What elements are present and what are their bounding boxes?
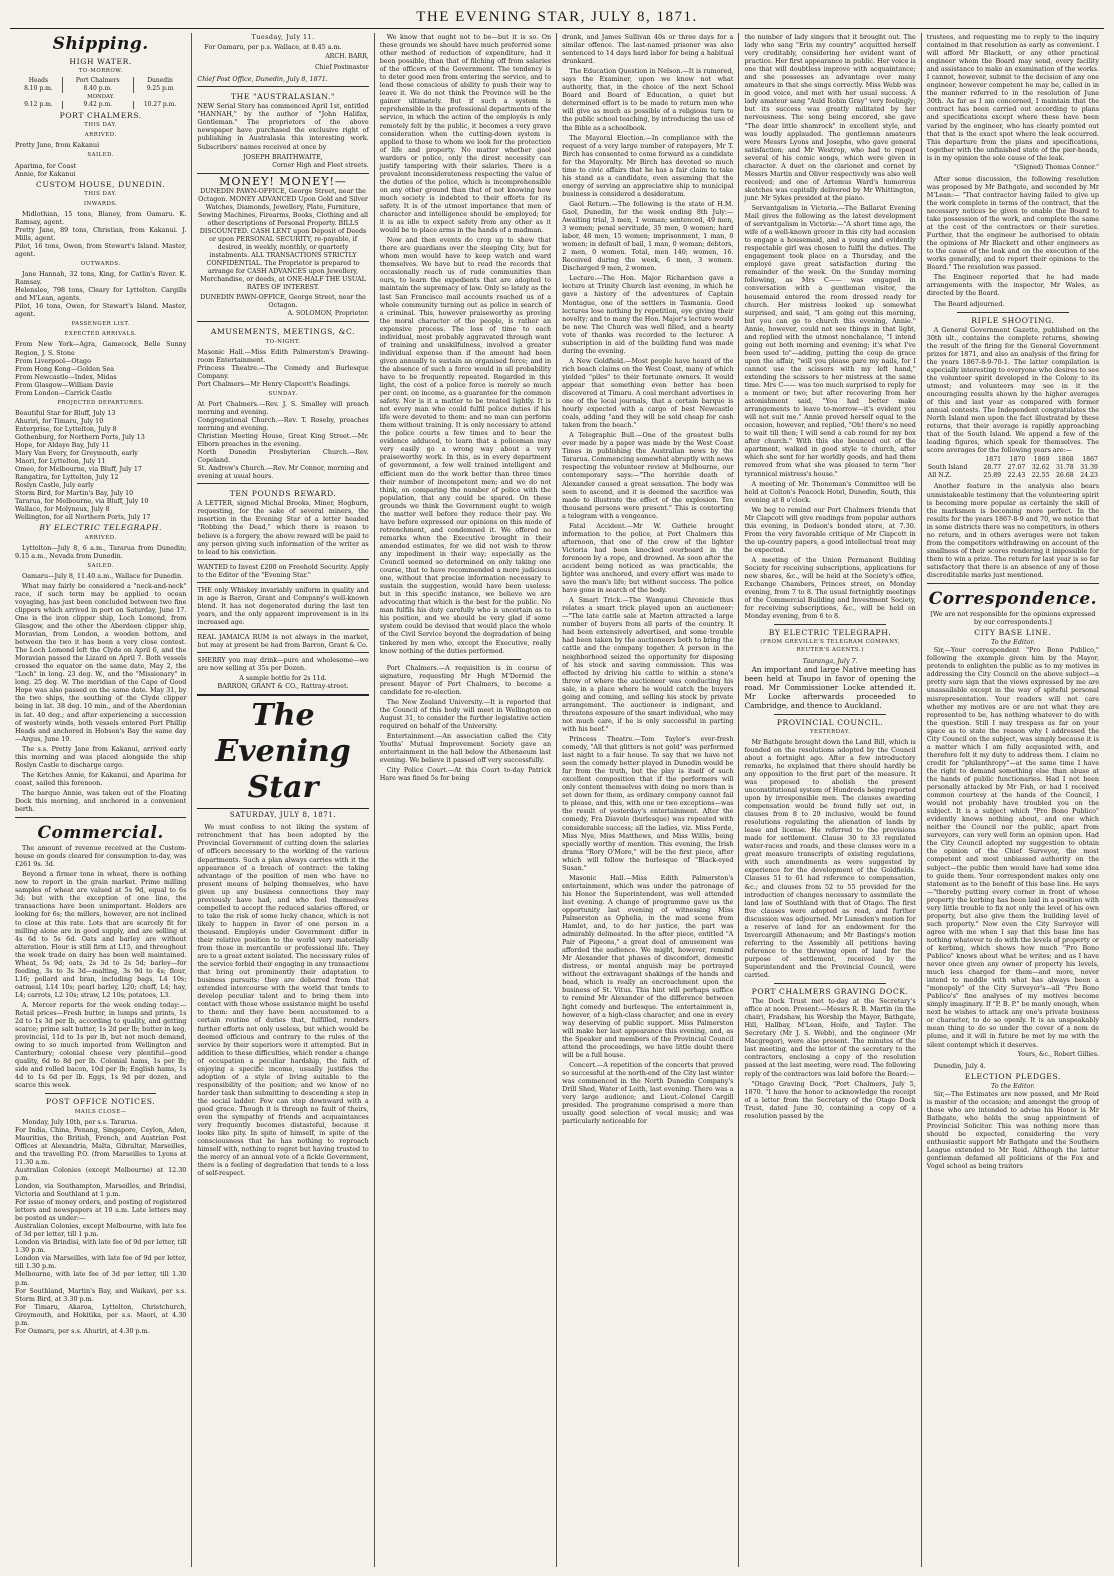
column-6 [922,33,1104,1567]
correspondence-note: [We are not responsible for the opinions expressed by our correspondents.] [930,610,1096,627]
ad-wanted-text: WANTED to Invest £200 on Freehold Security. Apply to the Editor of the "Evening Star." [197,562,369,579]
pledges-title: ELECTION PLEDGES. [964,1071,1061,1081]
news-para-4: Gaol Return.—The following is the state of H.M. Gaol, Dunedin, for the week ending 8th July:—Awaiting trial, 3 men, 1 woman; sentenced, 49 men, 3 women; penal servitude, 35 men, 0 women; hard labor, 48 men, 15 women; imprisonment, 1 man, 0 women; in default of bail, 1 man, 0 woman; debtors, 2 men, 0 women. Total, men 140; women, 16. Received during the week, 6 men, 3 women. Discharged 9 men, 2 women. [562,199,734,273]
news-para-10: Princess Theatre.—Tom Taylor's ever-fresh comedy, "All that glitters is not gold" was performed last night to a fair house. To say that we have not seen the comedy better played in Dunedin would be far from the truth, but the play is itself of such excellent composition that if the performers will only content themselves with doing no more than is set down for them, as ordinary company cannot fail to please, and this, with one or two exceptions—was the result of yesterday's entertainment. After the comedy, Fra Diavolo (burlesque) was repeated with considerable success; all the ladies, viz. Miss Forde, Miss Nye, Miss Matthews, and Miss Willis, being specially worthy of mention. This evening, the Irish drama "Rory O'More," will be the first piece, after which will follow the burlesque of "Black-eyed Susan." [562,734,734,872]
correspondence-heading: Correspondence. [928,589,1098,610]
ad-sherry [197,652,368,690]
rifle-cell: 27.07 [1007,464,1026,472]
telegraph-sailed-label: SAILED. [87,562,114,569]
passenger-list-label: PASSENGER LIST. [71,321,130,328]
rifle-header: 1868 [1057,456,1074,464]
post-office-place: Chief Post Office, Dunedin, July 8, 1871. [197,75,328,84]
column-5 [739,33,921,1567]
rifle-cell: 22.55 [1031,472,1050,480]
custom-house-title: CUSTOM HOUSE, DUNEDIN. [36,179,166,189]
rifle-cell: All N.Z. [927,472,952,480]
divider [774,624,885,625]
col5-para-4: We beg to remind our Port Chalmers friends that Mr Clapcott will give readings from popular authors this evening, in Dodson's bonded store, at 7.30. From the very favorable critique of Mr Clapcott in the up-country papers, a good intellectual treat may be expected. [744,505,916,554]
editorial-date: SATURDAY, JULY 8, 1871. [229,811,337,820]
post-office-tuesday: Tuesday, July 11. [251,33,315,41]
tide-cell: 8.40 p.m. [62,85,133,93]
news-police-court: City Police Court.—At this Court to-day Patrick Hare was fined 5s for being [379,766,552,783]
commercial-para-1: The amount of revenue received at the Custom-house on goods cleared for consumption to-day, was £261 9s. 3d. [15,844,187,869]
tide-col-dunedin: Dunedin [133,77,186,85]
rifle-header: 1870 [1009,456,1026,464]
column-4 [557,33,739,1567]
news-para-6: A New Goldfield.—Most people have heard of the rich beach claims on the West Coast, many of which yielded "piles" to their fortunate owners. It would appear that something even better has been discovered at Timaru. A coal merchant advertises in one of the local journals, that a certain barque is hourly expected with a cargo of best Newcastle coals, adding "and they will be sold cheap for cash taken from the beach." [562,356,734,430]
base-line-place: Dunedin, July 4. [933,1061,986,1070]
col6-para-2: After some discussion, the following resolution was proposed by Mr Bathgate, and seconded by Mr M'Lean:— "That contractor having failed to give up the work complete in terms of the contract, that the necessary notices be given to enable the Board to take possession of the work, and complete the same at the cost of the contractors or their sureties. Further, that the engineer be authorised to obtain the opinions of Mr Blackett and other engineers as to the cause of the leak and on the execution of the works generally, and to report their opinions to the Board." The resolution was passed. [926,174,1099,272]
col5-para-2: Servantgalism in Victoria.—The Ballarat Evening Mail gives the following as the latest development of servantgalism in Victoria:—"A short time ago, the wife of a well-known grocer in this city had occasion to engage a housemaid, and a young and evidently respectable girl was chosen to fulfil the duties. The engagement took place on a Thursday, and the employé gave great satisfaction during the remainder of the week. On the Sunday morning following, as Mrs C—— was engaged in conversation with a gentleman visitor, the housemaid entered the room dressed ready for church. Her mistress looked up somewhat surprised, and said, "I am going out this morning, but you can go to church this evening, Annie." Annie, however, could not see things in that light, and replied with the utmost nonchalance, "I intend going out both morning and evening; it's what I've been used to"—adding, putting the coup de grace upon the affair, "will you please pare my nails, for I cannot use the scissors with my left hand," extending the scissors to her mistress at the same time. Mrs C—— was too much surprised to reply for a moment or two; but after recovering from her astonishment said, "You had better make arrangements to leave to-morrow—it's evident you will not suit me." Annie proved herself equal to the occasion, however, and replied, "Oh! there's no need to wait till then; I will send a cab round for my box after church." With this she bounced out of the apartment, walked in good style to church, after which she sent for her worldly goods, and had them removed from what she was pleased to term "her tyrannical mistress's house." [744,203,916,478]
arrived-label: ARRIVED. [84,132,117,139]
ad-rum [197,629,368,649]
high-water-title: HIGH WATER. [69,57,132,66]
tauranga-dateline: Tauranga, July 7. [802,656,858,665]
high-water-tomorrow: TO-MORROW. [78,68,123,75]
col5-para-1: the number of lady singers that it brought out. The lady who sang "Erin my country" acquitted herself very creditably, considering her evident want of practice. Her first appearance in public. Her voice is one that will doubtless improve with acquaintance; and she possesses an advantage over many amateurs in that she sings correctly. Miss Webb was in good voice, and met with her usual success. A lady amateur sang "Auld Robin Gray" very feelingly; but its success was greatly militated by her nervousness. The song being encored, she gave "The dear little shamrock" in excellent style, and was loudly applauded. The gentleman amateurs were Messrs Lyons and Josephs, who gave general satisfaction; and Mr Westrop, who had to repeat several of his comic songs, which were given in character. A duet on the clarionet and cornet by Messrs Martin and Oliver respectively was also well received; and one of Artemus Ward's humorous sketches was capitally delivered by Mr Whittington, junr. Mr Sykes presided at the piano. [744,33,916,202]
base-line-sig: Yours, &c., Robert Gillies. [1017,1050,1099,1058]
arrived-list: Pretty Jane, from Kakanui [15,141,100,150]
rifle-cell: 22.43 [1007,472,1026,480]
tide-col-heads: Heads [28,77,49,85]
outwards-list: Jane Hannah, 32 tons, King, for Catlin's River. K. Ramsay. Helenslee, 798 tons, Cleary for Lyttelton. Cargills and M'Lean, agents. Pilot, 16 tons, Owen, for Stewart's Island. Master, agent. [15,270,187,319]
amusements-sub: TO-NIGHT. [265,338,301,345]
sailed-label: SAILED. [87,152,114,159]
tide-cell: 9.42 p.m. [62,101,133,109]
telegraph-sailed: Oamaru—July 8, 11.40 a.m., Wallace for Dunedin. [22,571,184,580]
ad-australasian [197,86,368,169]
column-1 [10,33,192,1567]
projected-title: PROJECTED DEPARTURES. [57,399,145,406]
pledges-text: Sir,—The Estimates are now passed, and Mr Reid is master of the occasion; and amongst the group of those who are intended to advise his Honor is Mr Bathgate, who holds the snug appointment of Provincial Solicitor. This was nothing more than should be expected, considering the very enthusiastic support Mr Bathgate and the Southern League extended to Mr Reid. Although the latter gentleman defamed all politicians of the Fox and Vogel school as being traitors [926,1089,1099,1171]
rifle-header: 1871 [985,456,1002,464]
projected-list: Beautiful Star for Bluff, July 13 Ahuriri, for Timaru, July 10 Enterprise, for Lyttelton, July 8 Gothenburg, for Northern Ports, July 13 Hope, for Aldaye Bay, July 11 Mary Van Every, for Greymouth, early Maori, for Lyttelton, July 11 Omeo, for Melbourne, via Bluff, July 17 Rangatira, for Lyttelton, July 12 Roslyn Castle, July early Storm Bird, for Martin's Bay, July 10 Tararua, for Melbourne, via Bluff, July 10 Wallace, for Molyneux, July 8 Wellington, for all Northern Ports, July 17 [15,408,151,522]
news-para-7: A Telegraphic Bull.—One of the greatest bulls ever made by a paper was made by the West Coast Times in publishing the Australian news by the Tararua. Commencing somewhat abruptly with news respecting the volunteer review at Melbourne, our contemporary says:—"The horrible death of Alexander caused a great sensation. The body was seen to ascend, and it is deemed the sacrifice was made to illustrate the effect of the explosion. Ten thousand persons were present." This is contorting a telegram with a vengeance. [562,431,734,520]
tide-cell: 10.27 p.m. [133,101,186,109]
post-office-title: POST OFFICE NOTICES. [46,1097,156,1107]
rifle-table [927,456,1099,480]
ad-australasian-text: NEW Serial Story has commenced April 1st, entitled "HANNAH," by the author of "John Halifax, Gentleman." The proprietors of the above newspaper have purchased the exclusive right of publishing in Australasia this interesting work. Subscribers' names received at once by [197,102,369,151]
ad-australasian-sig: JOSEPH BRAITHWAITE, [243,152,323,161]
council-text: Mr Bathgate brought down the Land Bill, which is founded on the resolutions adopted by the Council about a fortnight ago. After a few introductory remarks, he explained that there should hardly be any opposition to the first part of the measure. It was proposed to abolish the present unconstitutional system of Hundreds being reported upon by irresponsible men. The clauses awarding compensation would be found fully set out, in clauses from 8 to 29 inclusive, would be found resolutions regulating the alienation of lands by lease and license. He referred to the provisions made for settlement. Clause 30 to 33 regulated water-races and roads, and these clauses were in a great measure transcripts of existing regulations, with such amendments as were suggested by experience for the development of the Goldfields. Clauses 51 to 61 had reference to compensation, &c.; and clauses from 52 to 55 provided for the introduction of changes necessary to assimilate the land law of Southland with that of Otago. The first five clauses were adopted as read, and further discussion was adjourned. Mr Lumsden's motion for a reserve of land for an endowment for the Invercargill Athenaeum; and Mr Bastings's motion referring to the Assembly all petitions having reference to the throwing open of land for the purpose of settlement, received by the Superintendent and the Provincial Council, were carried. [744,737,916,980]
base-line-to: To the Editor. [991,638,1035,647]
columns [10,33,1104,1567]
amusements-sunday-text: At Port Chalmers.—Rev. J. S. Smalley will preach morning and evening. Congregational Church.—Rev. T. Roseby, preaches morning and evening. Christian Meeting House, Great King Street.—Mr. Elborn preaches in the evening. North Dunedin Presbyterian Church.—Rev. Copeland. St. Andrew's Church.—Rev. Mr Connor, morning and evening at usual hours. [197,399,369,481]
rifle-para-2: Another feature in the analysis also bears unmistakeable testimony that the volunteering spirit is becoming more popular as certainly the skill of the marksmen is becoming more perfect. In the results for the years 1867-8-9 and 70, we notice that in some districts there was no competitors, in others no return, and in others averages were not taken from the competitors withdrawing on account of the smallness of their scores rendering it impossible for them to win a prize. The return for last year is so far satisfactory that there is an absence of any of those discreditable marks just mentioned. [926,482,1099,579]
ad-rum-text: REAL JAMAICA RUM is not always in the market, but may at present be had from Barron, Grant & Co. [197,633,369,650]
shipping-para-1: What may fairly be considered a "neck-and-neck" race, if such term may be applied to ocean voyaging, has just been concluded between two fine clippers which arrived in port on Saturday, June 17. One is the iron clipper ship, Loch Lomond, from Glasgow, and the other the Aberdeen clipper ship, Moravian, from London, a wooden bottom, and between the two it has been a very close contest. The Loch Lomond left the Clyde on April 6, and the Moravian passed the Lizard on April 7. Both vessels crossed the equator on the same date, May 2, the "Loch" in long. 23 deg. W., and the "Missionary" in long. 25 deg. W. The meridian of the Cape of Good Hope was also passed on the same date. May 31, by the two ships, the southing of the Clyde clipper being in lat. 38 deg. 10 min., and of the Aberdonian in lat. 40 deg.; and after experiencing a succession of westerly winds, both vessels entered Port Phillip Heads and anchored in Hobson's Bay the same day—Argus, June 19. [15,581,187,743]
divider [15,817,186,818]
divider [927,583,1099,584]
col6-para-4: The Board adjourned. [933,299,1005,308]
inwards-list: Midlothian, 15 tons, Blaney, from Oamaru. K. Ramsay, agent. Pretty Jane, 89 tons, Christian, from Kakanui. J. Mills, agent. Pilot, 16 tons, Owen, from Stewart's Island. Master, agent. [15,209,187,258]
rifle-cell: 25.89 [983,472,1002,480]
post-office-sub: MAILS CLOSE— [74,1108,127,1115]
sailed-list: Aparima, for Coast Annie, for Kakanui [15,161,77,178]
rifle-header: 1869 [1033,456,1050,464]
dock-title: PORT CHALMERS GRAVING DOCK. [751,987,909,997]
high-water-monday: MONDAY. [87,94,115,101]
dock-letter: "Otago Graving Dock, "Port Chalmers, July 5, 1870. "I have the honor to acknowledge the receipt of a letter from the Secretary of the Otago Dock Trust, dated June 30, containing a copy of a resolution passed by the [744,1079,916,1120]
column-2 [192,33,374,1567]
post-office-signature-role: Chief Postmaster [314,64,369,72]
ad-sherry-sample: A sample bottle for 2s 11d. [239,674,327,683]
rifle-cell: 32.62 [1031,464,1050,472]
news-para-3: The Mayoral Election.—In compliance with the request of a very large number of ratepayers, Mr T. Birch has consented to come forward as a candidate for the Mayoralty. Mr Birch has devoted so much time to civic affairs that he has a fair claim to take his stand as a candidate, even assuming that the energy of serving an appreciative ship to municipal business is considered a desideratum. [562,133,734,198]
high-water-table [15,77,186,109]
ad-australasian-title: THE "AUSTRALASIAN." [230,92,336,102]
col5-para-5: A meeting of the Union Permanent Building Society for receiving subscriptions, applications for new shares, &c., will be held at the Society's office, Exchange Chambers, Princes street, on Monday evening, from 7 to 8. The usual fortnightly meetings of the Commercial Building and Investment Society, for receiving subscriptions, &c., will be held on Monday evening, from 6 to 8. [744,556,916,621]
rifle-title: RIFLE SHOOTING. [971,315,1055,325]
tauranga-text: An important and large Native meeting has been held at Taupo in favor of opening the road. Mr Commissioner Locke attended it. Mr Locke afterwards proceeded to Cambridge, and thence to Auckland. [744,664,916,710]
ad-money-title: MONEY! MONEY!— [219,174,347,188]
amusements-text: Masonic Hall.—Miss Edith Palmerston's Drawing-room Entertainment. Princess Theatre.—The Comedy and Burlesque Company. Port Chalmers—Mr Henry Clapcott's Readings. [197,347,369,388]
port-chalmers-sub: THIS DAY. [84,122,118,129]
telegraph-news-sub: (FROM GREVILLE'S TELEGRAM COMPANY, REUTER'S AGENTS.) [760,639,900,654]
editorial-para-3: Now and then events do crop up to shew that there are guardians over the sleeping City, but for whom men would have to keep watch and ward themselves. We have but to read the records that occasionally reach us of rude communities than ours, to learn the expedients that are adopted to maintain the supremacy of law. Only so lately as the last San Francisco mail accounts reached us of a whole community turning out as police in search of a criminal. This, however praiseworthy as proving the moral character of the people, is rather an expensive process. The loss of time to each individual, most probably aggravated through want of training and unskilfulness, involved a greater individual expense than if the amount had been given annually to sustain an organised force; and in the absence of such a force would in all probability have to be frequently repeated. Regarded in this light, the cost of a police force is merely so much per cent. on income, as a guarantee for the common safety. Nor is it a matter to be treated lightly. It is not every man who could fulfil police duties if his life were devoted to them: and no man can perform them without training. It is only necessary to attend the police courts a few times and to hear the evidence adduced, to learn that a policeman may very easily go a wrong way about a very praiseworthy work. In this, as in every department of government, a few well trained intelligent and efficient men do the work better than three times their number of incompetent men; and we do not think, on comparing the number of police with the population, that any could be spared. On these grounds we think the Government ought to weigh the matter well before they reduce their pay. We have before expressed our opinions on this mode of retrenchment, and condemned it. We offered no remarks when the Executive brought in their amended estimates, for we did not wish to throw any impediment in their way; especially as the Council seemed so determined on only taking one course, that to have recommended a more judicious one, without that precise information necessary to sustain the suggestion, would have been useless: but in this specific instance, we believe we are advocating that which is the best for the public. No man fulfils his duty carefully who is uncertain as to his position, and we should be very glad if some system could be devised that would place the whole of the Civil Service beyond the degradation of being tinkered by men who, except the Executive, really know nothing of the duties performed. [379,236,552,655]
col6-signed: "(Signed) Thomas Connor." [1013,163,1099,171]
rifle-cell: 31.78 [1056,464,1074,472]
divider [774,983,885,984]
news-entertainment: Entertainment.—An association called the City Youths' Mutual Improvement Society gave an entertainment in the hall below the Athenaeum last evening. We believe it passed off very successfully. [379,731,552,765]
rifle-cell: South Island [927,464,968,472]
ad-money-sig2: A. SOLOMON, Proprietor. [287,310,369,318]
tide-cell: 9.12 p.m. [24,101,53,109]
base-line-title: CITY BASE LINE. [974,628,1052,638]
ad-wanted [197,559,368,579]
outwards-label: OUTWARDS. [80,261,121,268]
news-para-5: Lecture.—The Hon. Major Richardson gave a lecture at Trinity Church last evening, in which he gave a history of the adventures of Captain Montague, one of the settlers in Tasmania. Good lectures lose nothing by repetition, eye giving their novelty; and to many the Hon. Major's lecture would be new. The Church was well filled, and a hearty vote of thanks was recorded to the lecturer. A subscription in aid of the building fund was made during the evening. [562,274,734,355]
ad-reward-title: TEN POUNDS REWARD. [229,489,337,499]
inwards-label: INWARDS. [83,200,118,207]
news-para-2: The Education Question in Nelson.—It is rumored, says the Examiner, upon we know not what authority, that, in the choice of the next School Board and Board of Education, a quiet but determined effort is to be made to return men who will give as much as possible of a religious turn to the public school teaching, by introducing the use of the Bible as a schoolbook. [562,67,734,132]
expected-title: EXPECTED ARRIVALS. [64,331,137,338]
page-masthead: THE EVENING STAR, JULY 8, 1871. [10,6,1104,29]
rifle-para-1: A General Government Gazette, published on the 30th ult., contains the complete returns, showing the result of the firing for the General Government prizes for 1871, and also an analysis of the firing for the years 1867-8-9-70-1. The latter compilation is especially interesting to everyone who desires to see the volunteer spirit developed in the Colony to its utmost; and volunteers may see in it the encouraging results shown by the higher averages of this and last year as compared with former annual contests. The Independent congratulates the North Island men upon the fact illustrated by these returns, that their average is rapidly approaching that of the South Island. We append a few of the leading figures, which speak for themselves. The score averages for the following years are:— [926,325,1099,455]
ad-sherry-firm: BARRON, GRANT & CO., Rattray-street. [217,682,349,691]
telegraph-title: BY ELECTRIC TELEGRAPH. [39,523,162,533]
news-para-1: drunk, and James Sullivan 40s or three days for a similar offence. The last-named prisoner was also sentenced to 14 days hard labor for being a habitual drunkard. [562,33,734,66]
editorial-para-1: We must confess to not liking the system of retrenchment that has been adopted by the Provincial Government of cutting down the salaries of officers necessary to the working of the various departments. Such a plan always carries with it the appearance of a breach of contract: the taking advantage of the position of men who have no present means of helping themselves, who have given up any business connections they may previously have had, and who feel themselves compelled to accept the reduced salaries offered, or to take the risk of some lucky chance, which is not likely to happen in favor of one person in a thousand. Employés under Government differ in their relative position to the world very materially from those in mercantile or professional life. They are to a great extent isolated. The necessary rules of the service forbid their engaging in any transactions that bring out prominently their adaptation to business pursuits: they are debarred from that extended intercourse with the world that tends to develop peculiar talent and to bring them into contact with those whose assistance might be useful to them: and they have been accustomed to a certain routine of duties that, fulfilled, renders further efforts not only useless, but which would be deemed officious and contrary to the rules of the service by their superiors were it attempted. But in addition to these difficulties, which render a change of occupation a peculiar hardship, the faith of enjoying a specific income, usually justifies the adoption of a style of living suitable to the responsibility of the position; and we know of no harder task than submitting to descending a step in the social ladder. Few can step downward with a good grace. Though it is through no fault of theirs, even the sympathy of friends and acquaintances very frequently becomes distasteful, because it looks like pity. In spite of himself, in spite of the consciousness that he has nothing to reproach himself with, nothing to regret but having trusted to the mercy of an annual vote of a fickle Government, there is a feeling of degradation that tends to a loss of self-respect. [197,823,369,1178]
port-chalmers-title: PORT CHALMERS. [59,111,142,121]
divider [410,659,521,660]
commercial-para-2: Beyond a firmer tone in wheat, there is nothing new to report in the grain market. Prime milling samples of wheat are valued at 5s 9d, equal to 6s 3d; but with the exception of one line, the transactions have been unimportant. Holders are looking for 6s; the millers, however, are not inclined to close at this rate. Lots that are scarcely fit for milling alone are in good supply, and are selling at 4s 6d to 5s 6d. Oats and barley are without alteration. Flour is still firm at L15, and throughout the week trade on dairy has been well maintained. Wheat, 5s 9d; oats, 2s 3d to 2s 5d; barley—for feeding, 3s to 3s 3d—malting, 3s 9d to 4s; flour, L16; pollard and bran, including bags, L4 10s; oatmeal, L14 10s; pearl barley, L20; chaff, L4; hay, L4; carrots, L2 10s; straw, L2 10s; potatoes, L3. [15,870,187,999]
pledges-to: To the Editor. [991,1081,1035,1090]
news-port-chalmers: Port Chalmers.—A requisition is in course of signature, requesting Mr Hugh M'Dermid the present Mayor of Port Chalmers, to become a candidate for re-election. [379,663,552,696]
council-sub: YESTERDAY. [809,728,851,735]
tide-cell: 9.25 p.m [133,85,186,93]
dock-text: The Dock Trust met to-day at the Secretary's office at noon. Present:—Messrs R. B. Martin (in the chair), Fradshaw, his Worship the Mayor, Bathgate, Hill, Hallbay, M'Lean, Hoife, and Taylor. The Secretary (Mr J. S. Webb), and the engineer (Mr Macgregor), were also present. The minutes of the last meeting, and the letter of the secretary to the contractors, enclosing a copy of the resolution passed at the last meeting, were read. The following reply of the contractors was laid before the Board:— [744,997,916,1078]
col6-para-3: The Engineer reported that he had made arrangements with the inspector, Mr Wales, as directed by the Board. [926,273,1099,298]
base-line-text: Sir,—Your correspondent "Pro Bono Publico," following the example given him by the Mayor, pretends to enlighten the public as to my motives in addressing the City Council on the above subject—a pretty sure sign that the views expressed by me are unassailable except in the way of spiteful personal misrepresentation. Your readers will not care whether my motives are or are not what they are represented to be, has nothing whatever to do with the question. Still I may trespass as far on your space as to state the reason why I addressed the City Council on the subject, was simply because it is a matter which I am fully acquainted with, and therefore felt it my duty to address them. I claim no credit for "philanthropy"—at the same time I have the right to demand something else than abuse at the hands of public functionaries. Had I not been personally attacked by Mr Fish, or had I received common courtesy at the hands of the Council, I would not probably have troubled you on the subject. It is a subject which "Pro Bono Publico" evidently knows nothing about, and one which neither the Council nor the public, apart from surveyors, can very well form an opinion upon. Had the City Council adopted my suggestion to obtain the opinion of the Chief Surveyor, the most competent and most unbiassed authority on the subject—the public then would have had some idea to guide them. Your correspondent makes only one statement as to the benefit of this base line. He says—"thereby putting every corner in front of whose property the kerbing has been laid in a position with very little trouble to fix not only the level of his own property, but also give them the building level of such property." Now even the City Surveyor will agree with me when I say that this base line has nothing whatever to do with the levels of property or of kerbing, which shows how much "Pro Bono Publico" knows about what he writes; and as I have never once given any owner of property his levels, much less charged for them—and more, never intend to meddle with what has always been a "monopoly" of the City Surveyor's—all "Pro Bono Publico's" fine analyses of my motives become simply imaginary. If "P. B. P." be manly enough, when next he wishes to attack any one's private business or character, to do so openly. It is an unspeakably mean thing to do so under the cover of a nom de plume, and it will in future be met by me with the silent contempt which it deserves. [926,646,1099,1049]
news-para-8: Fatal Accident.—Mr W. Guthrie brought information to the police, at Port Chalmers this afternoon, that one of the crew of the lighter Victoria had been knocked overboard in the forenoon by a rope, and drowned. As soon after the accident being noticed as was practicable, the lighter was anchored, and every effort was made to save the man's life; but without success. The police have gone in search of the body. [562,521,734,595]
news-para-12: Concert.—A repetition of the concerts that proved so successful at the north-end of the City last winter was commenced in the North Dunedin Company's Drill Shed, Water of Leith, last evening. There was a very large audience; and Lieut.-Colonel Cargill presided. The programme comprised a more than usually good selection of vocal music; and was particularly noticeable for [562,1060,734,1126]
divider [774,714,885,715]
amusements [197,321,368,480]
ad-money [197,173,368,319]
rifle-header: 1867 [1082,456,1098,464]
commercial-heading: Commercial. [37,823,164,844]
ad-reward [197,483,368,555]
ad-money-text: DUNEDIN PAWN-OFFICE, George Street, near the Octagon. MONEY ADVANCED Upon Gold and Silver Watches, Diamonds, Jewellery, Plate, Furniture, Sewing Machines, Firearms, Books, Clothing and all other descriptions of Personal Property. BILLS DISCOUNTED. CASH LENT upon Deposit of Deeds or upon PERSONAL SECURITY, re-payable, if desired, in weekly, monthly, or quarterly instalments. ALL TRANSACTIONS STRICTLY CONFIDENTIAL. The Proprietor is prepared to arrange for CASH ADVANCES upon Jewellery, Merchandise, or deeds, at ONE-HALF THE USUAL RATES OF INTEREST. [197,186,369,292]
commercial-para-3: A. Mercer reports for the week ending today:—Retail prices—Fresh butter, in lumps and prints, 1s 2d to 1s 3d per lb, according to quality, and getting scarce; prime salt butter, 1s 2d per lb; butter in keg, provincial, 11d to 1s per lb, but not much demand, owing to so much imported from Wellington and Canterbury; colonial cheese very plentiful—good quality, 6d to 8d per lb. Colonial hams, 1s per lb; side and rolled bacon, 10d per lb; English hams, 1s 4d to 1s 6d per lb. Eggs, 1s 9d per dozen, and scarce this week. [15,1000,187,1090]
shipping-heading: Shipping. [52,34,149,54]
paper-masthead: The Evening Star [197,694,368,809]
ad-whiskey-text: THE only Whiskey invariably uniform in quality and in age is Barron, Grant and Company's well-known blend. It has not degenerated during the last ten years, and the only apparent improvement is in its increased age. [197,585,369,626]
amusements-title: AMUSEMENTS, MEETINGS, &C. [210,327,356,337]
post-office-text: Monday, July 10th, per s.s. Tararua. For India, China, Penang, Singapore, Ceylon, Aden, Mauritius, the British, French, and Austrian Post Offices at Alexandria, Malta, Gibraltar, Marseilles, and the travelling P.O. (from Marseilles to Lyons at 11.30 a.m. Australian Colonies (except Melbourne) at 12.30 p.m. London, via Southampton, Marseilles, and Brindisi, Victoria and Southland at 1 p.m. For issue of money orders, and posting of registered letters and newspapers at 10 a.m. Late letters may be posted as under:— Australian Colonies, except Melbourne, with late fee of 3d per letter, till 1 p.m. London via Brindisi, with late fee of 9d per letter, till 1.30 p.m. London via Marseilles, with late fee of 9d per letter, till 1.30 p.m. Melbourne, with late fee of 3d per letter, till 1.30 p.m. For Southland, Martin's Bay, and Waikavi, per s.s. Storm Bird, at 3.30 p.m. For Timaru, Akaroa, Lyttelton, Christchurch, Greymouth, and Hokitika, per s.s. Maori, at 4.30 p.m. For Oamaru, per s.s. Ahuriri, at 4.30 p.m. [15,1117,187,1335]
council-title: PROVINCIAL COUNCIL. [776,717,884,727]
custom-house-sub: THIS DAY. [84,190,118,197]
post-office-tuesday-text: For Oamaru, per p.s. Wallace, at 8.45 a.m. [204,43,342,52]
ad-whiskey [197,582,368,626]
divider [957,312,1069,313]
column-3 [375,33,557,1567]
news-university: The New Zealand University.—It is reported that the Council of this body will meet in Wellington on August 31, to consider the further legislative action required on behalf of the University. [379,697,552,730]
news-para-9: A Smart Trick.—The Wanganui Chronicle thus relates a smart trick played upon an auctioneer:—"The late cattle sale at Marton attracted a large number of buyers from all parts of the country. It had been extensively advertised, and some trouble had been taken by the auctioneers both to bring the cattle and the company together. A person in the neighborhood seized the opportunity for disposing of his stock and saving commission. This was effected by driving his cattle to within a stone's throw of where the auctioneer was conducting his sale, in a place where he would catch the buyers going and coming, and selling his stock by private arrangement. The auctioneer is indignant, and threatens exposure of the smart individual, who may not much care, if he is only successful in parting with his beef." [562,596,734,733]
ad-australasian-sig2: Corner High and Fleet streets. [272,161,369,169]
ad-sherry-text: SHERRY you may drink—pure and wholesome—we are now selling at 35s per Dozen. [197,656,369,673]
amusements-sunday: SUNDAY. [268,390,298,397]
col5-para-3: A meeting of Mr. Thoneman's Committee will be held at Colton's Peacock Hotel, Dunedin, South, this evening at 8 o'clock. [744,479,916,504]
col6-para-1: trustees, and requesting me to reply to the inquiry contained in that resolution as early as convenient. I will afford Mr Blackett, or any other practical engineer whom the Board may send, every facility and assistance to make an examination of the works. I cannot, however, submit to the decision of any one engineer, however competent he may be, called in in the manner referred to in the resolution of June 30th. As far as I am concerned, I maintain that the contract has been carried out according to plans and specifications except where these have been varied by the engineer, who has clearly pointed out that that is the exact spot where the leak occurred. This departure from the plans and specifications, together with the unfinished state of the pier-heads, is in my opinion the sole cause of the leak. [926,33,1099,162]
rifle-cell: 24.23 [1080,472,1098,480]
news-para-11: Masonic Hall.—Miss Edith Palmerston's entertainment, which was under the patronage of his Honor the Superintendent, was well attended last evening. A change of programme gave us the opportunity last evening of witnessing Miss Palmerston as Ophelia, in the mad scene from Hamlet, and, to do her justice, the part was admirably delineated. In the after piece, entitled "A Pair of Pigeons," a great deal of amusement was afforded the audience. We might, however, remind Mr Alexander that phases of discomfort, domestic distress, or mental anguish may be portrayed without the extravagant shakings of the hands and head, which is really an encroachment upon the business of St. Vitus. This hint will perhaps suffice to remind Mr Alexander of the difference between light comedy and burlesque. The entertainment is, however, of a high-class character, and one in every way deserving of public support. Miss Palmerston will make her last appearance this evening, and, as the Speaker and members of the Provincial Council attend the proceedings, we have little doubt there will be a full house. [562,873,734,1059]
divider [45,1093,156,1094]
expected-list: From New York—Agra, Gamecock, Belle Sunny Region, J. S. Stone From Liverpool—Otago From Hong Kong—Golden Sea From Newcastle—Index, Midas From Glasgow—William Davie From London—Carrick Castle [15,340,187,397]
shipping-para-4: The barque Annie, was taken out of the Floating Dock this morning, and anchored in a convenient berth. [15,788,187,814]
tide-cell: 8.10 p.m. [24,85,53,93]
ad-reward-text: A LETTER, signed Michal Brooks, Miner, Hogburn, requesting, for the sake of several miners, the insertion in the Evening Star of a letter headed "Robbing the Dead," which there is reason to believe is a forgery, the above reward will be paid to any person giving such information of the writer as to lead to his conviction. [197,499,369,556]
ad-money-sig: DUNEDIN PAWN-OFFICE, George Street, near the Octagon. [200,293,366,310]
rifle-cell: 26.68 [1056,472,1074,480]
post-office-signature: ARCH. BARR, [325,53,369,61]
telegraph-arrived-label: ARRIVED. [84,534,117,541]
editorial-para-2: We know that ought not to be—but it is so. On these grounds we should have much preferred some other method of reduction of expenditure, had it been possible, than that of filching off from salaries of the officers of the Government. The tendency is to deter good men from entering the service, and to lead those conscious of ability to push their way to leave it. We do not think the Province will be the gainer ultimately. But if such a system is reprehensible in the professional departments of the service, in which the action of the employés is only remotely felt by the public, it becomes a very grave consideration when the cutting-down system is applied to those to whom we look for the protection of life and property. No matter whether gaol warders or police, only the direst necessity can justify tampering with their salaries. There is a prevalent inconsiderateness respecting the value of the duties of the police, which is incomprehensible on any other ground than that of not knowing how much society is indebted to their efforts for its safety. It is of the utmost importance that men of character and intelligence should be employed; for it is as idle to expect safety from any other as it would be to place arms in the hands of a madman. [379,33,552,235]
shipping-para-3: The Ketches Annie, for Kakanui, and Aparima for coast, sailed this forenoon. [15,770,187,787]
telegraph-arrived: Lyttelton—July 8, 6 a.m., Tararua from Dunedin; 9.15 a.m., Nevada from Dunedin. [15,543,187,560]
rifle-cell: 31.39 [1080,464,1098,472]
rifle-header [927,456,978,464]
tide-col-port: Port Chalmers [62,77,133,85]
rifle-cell: 28.77 [983,464,1002,472]
telegraph-news-title: BY ELECTRIC TELEGRAPH. [768,628,892,638]
shipping-para-2: The s.s. Pretty Jane from Kakanui, arrived early this morning and was placed alongside the ship Roslyn Castle to discharge cargo. [15,744,187,769]
